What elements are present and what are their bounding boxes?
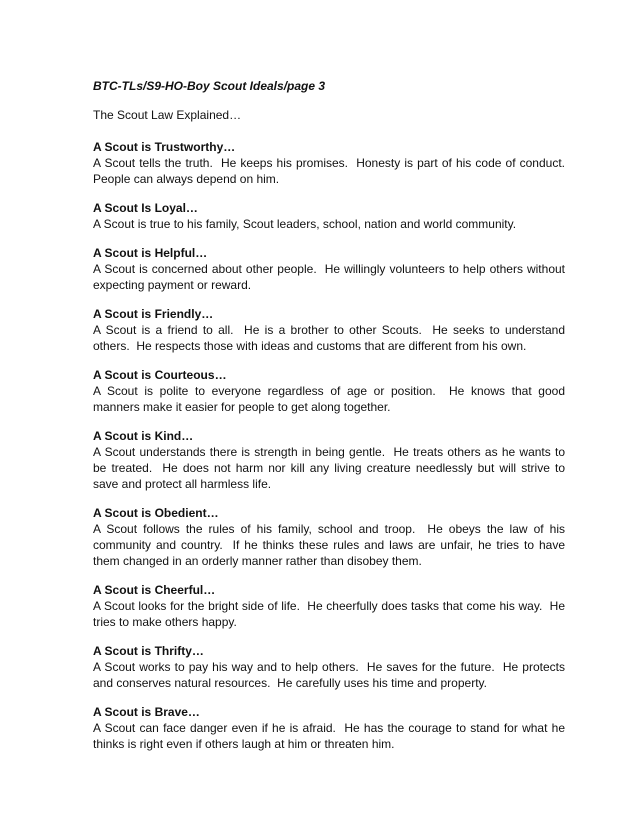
law-title: A Scout is Friendly… <box>93 307 214 321</box>
law-text: A Scout is a friend to all. He is a brother to other Scouts. He seeks to understand others. He respects those with ideas and customs that are different from his own. <box>93 323 569 353</box>
law-text: A Scout understands there is strength in being gentle. He treats others as he wants to be treated. He does not harm nor kill any living creature needlessly but will strive to save and protect all harmless life. <box>93 445 569 491</box>
law-title: A Scout Is Loyal… <box>93 201 198 215</box>
law-text: A Scout works to pay his way and to help others. He saves for the future. He protects and conserves natural resources. He carefully uses his time and property. <box>93 660 569 690</box>
law-title: A Scout is Brave… <box>93 705 200 719</box>
law-text: A Scout can face danger even if he is afraid. He has the courage to stand for what he thinks is right even if others laugh at him or threaten him. <box>93 721 569 751</box>
law-thrifty <box>93 643 569 691</box>
law-cheerful <box>93 582 569 630</box>
law-text: A Scout is concerned about other people. He willingly volunteers to help others without expecting payment or reward. <box>93 262 569 292</box>
law-title: A Scout is Cheerful… <box>93 583 216 597</box>
law-title: A Scout is Courteous… <box>93 368 227 382</box>
law-title: A Scout is Kind… <box>93 429 194 443</box>
law-title: A Scout is Thrifty… <box>93 644 204 658</box>
page-header: BTC-TLs/S9-HO-Boy Scout Ideals/page 3 <box>93 79 326 93</box>
law-text: A Scout follows the rules of his family, school and troop. He obeys the law of his community and country. If he thinks these rules and laws are unfair, he tries to have them changed in an orderly manner rather than disobey them. <box>93 522 569 568</box>
law-title: A Scout is Obedient… <box>93 506 219 520</box>
section-intro: The Scout Law Explained… <box>93 108 242 122</box>
law-text: A Scout tells the truth. He keeps his promises. Honesty is part of his code of conduct. People can always depend on him. <box>93 156 572 186</box>
law-trustworthy <box>93 139 572 187</box>
law-courteous <box>93 367 569 415</box>
law-kind <box>93 428 569 492</box>
law-text: A Scout looks for the bright side of life. He cheerfully does tasks that come his way. He tries to make others happy. <box>93 599 569 629</box>
law-title: A Scout is Helpful… <box>93 246 208 260</box>
law-title: A Scout is Trustworthy… <box>93 140 236 154</box>
law-loyal <box>93 200 565 232</box>
document-page <box>93 78 572 765</box>
law-brave <box>93 704 569 752</box>
law-text: A Scout is true to his family, Scout leaders, school, nation and world community. <box>93 217 517 231</box>
law-text: A Scout is polite to everyone regardless of age or position. He knows that good manners make it easier for people to get along together. <box>93 384 569 414</box>
law-obedient <box>93 505 569 569</box>
law-friendly <box>93 306 569 354</box>
law-helpful <box>93 245 569 293</box>
